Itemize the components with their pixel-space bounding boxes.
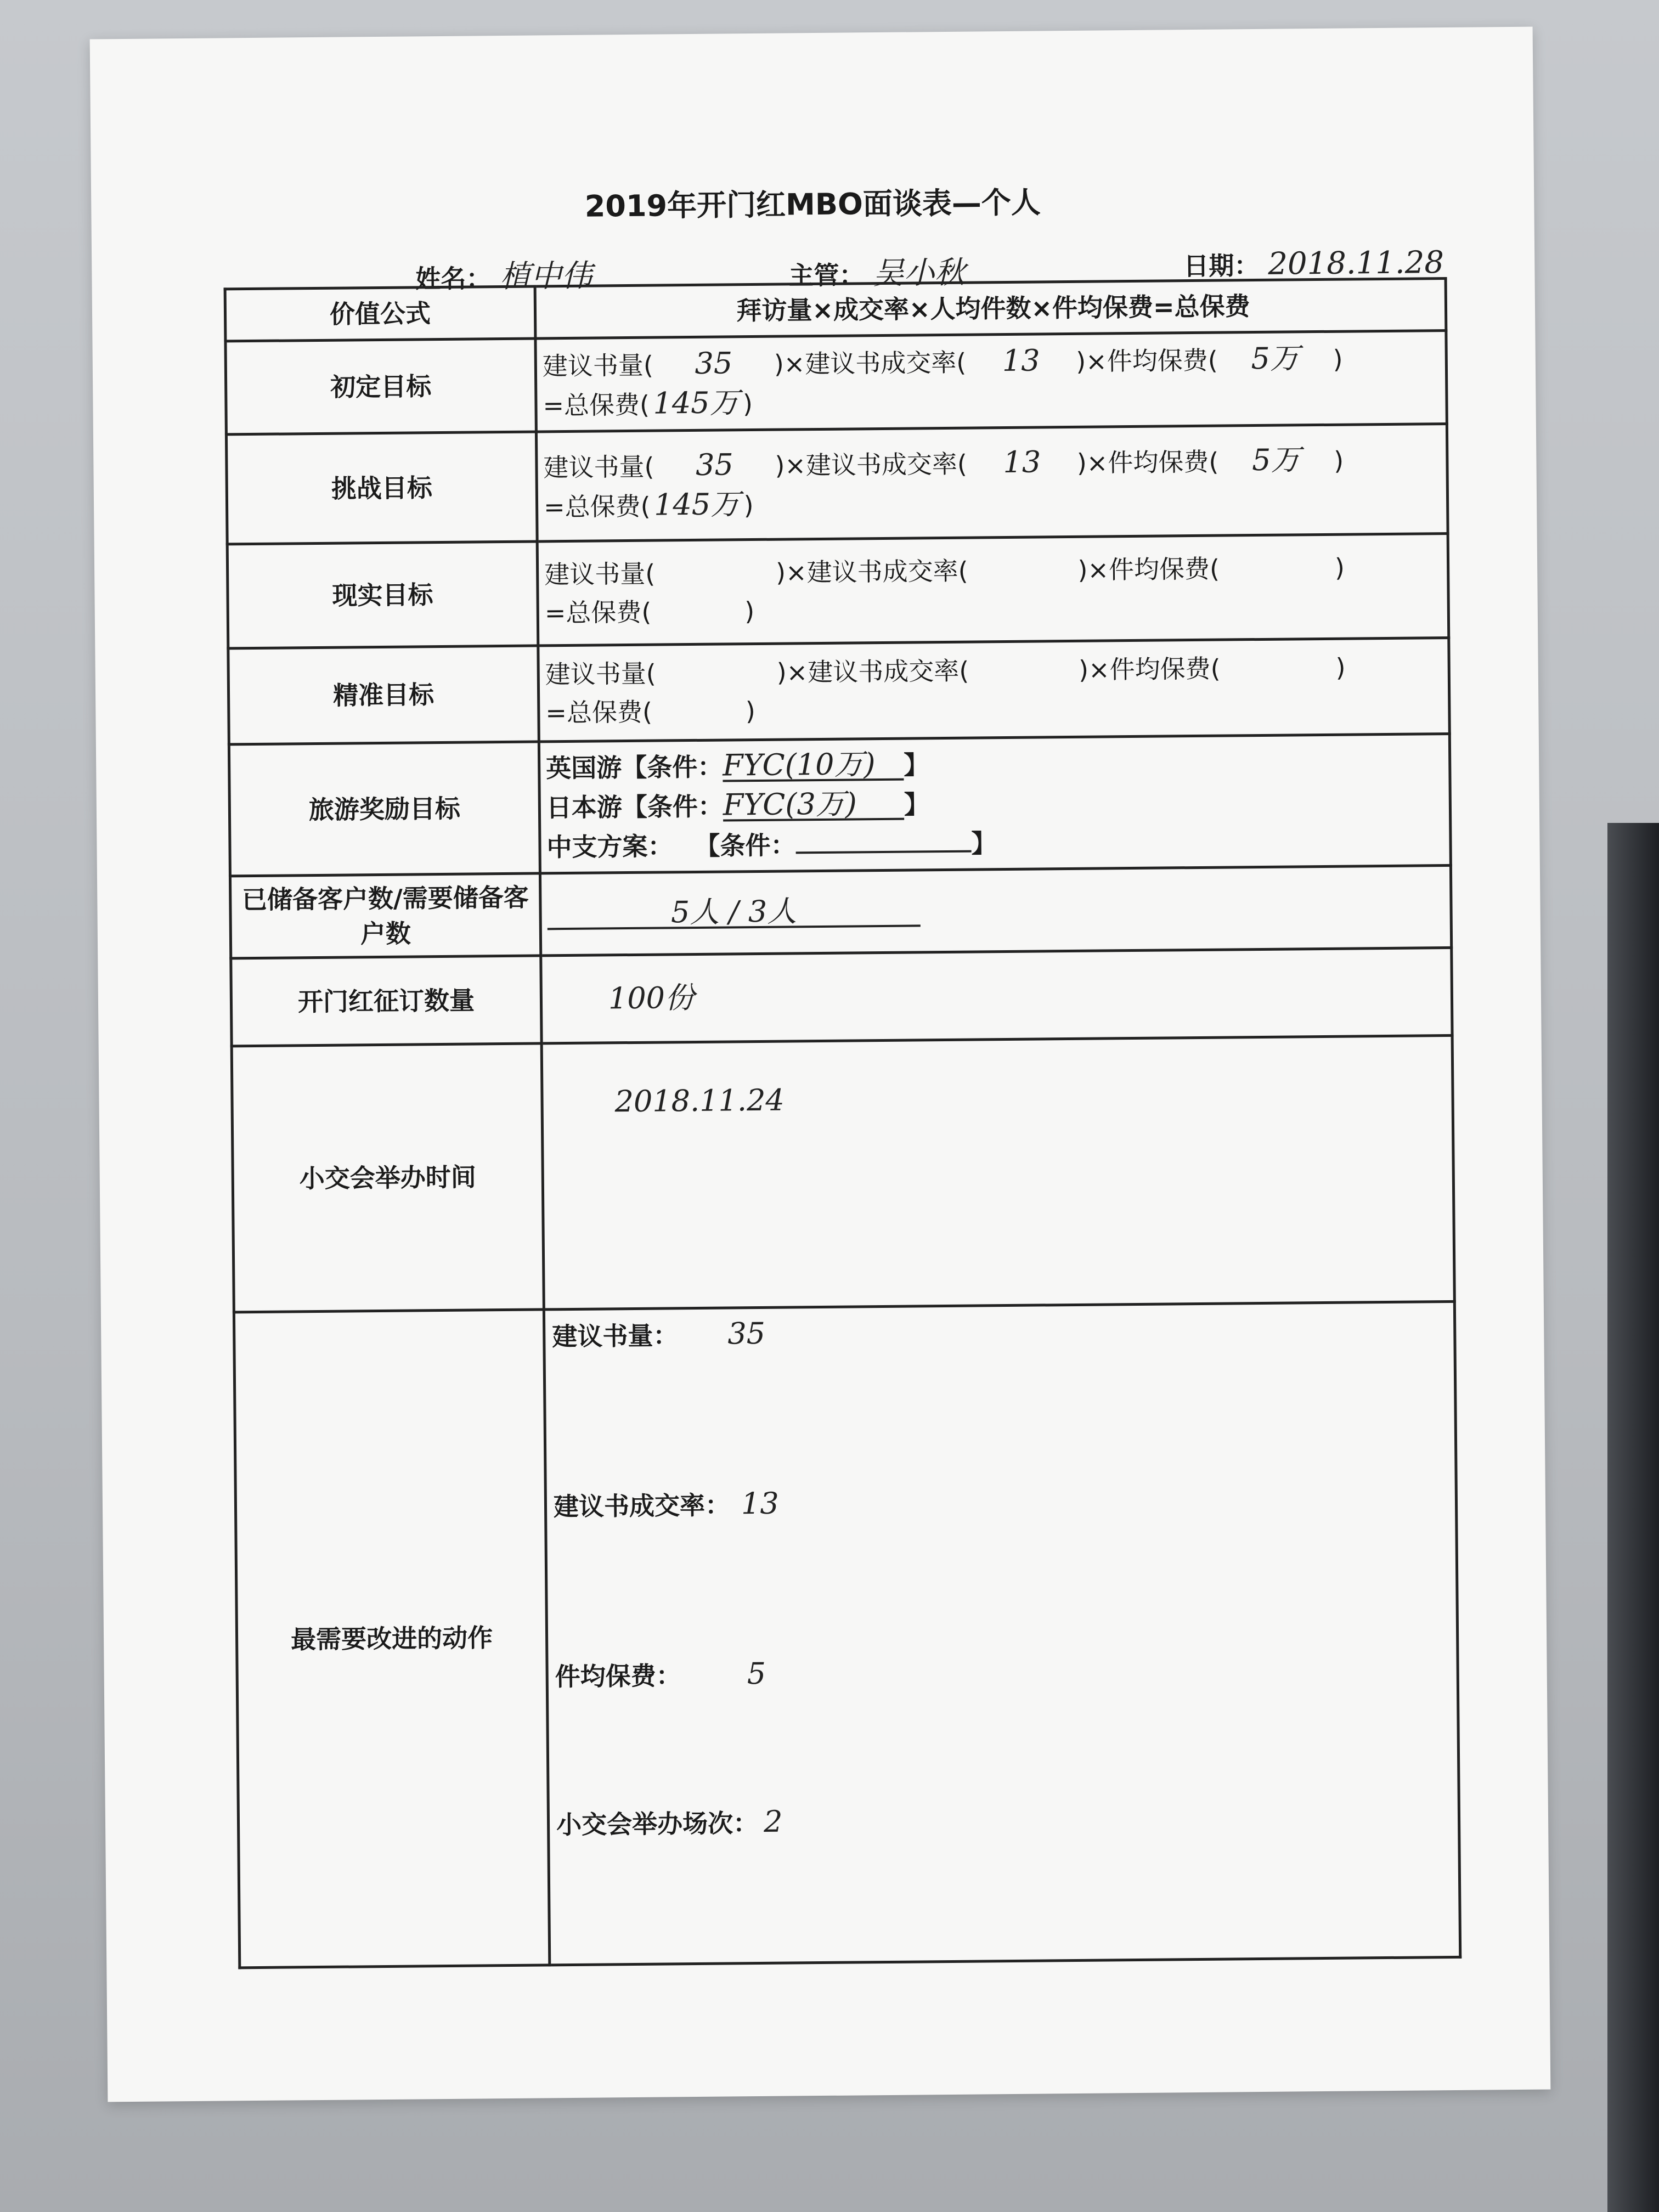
improve-proposal-count (552, 1314, 765, 1356)
improve-meeting-count-value: 2 (763, 1804, 783, 1839)
avg-premium-value: 5万 (1251, 340, 1300, 376)
client-reserve-content (540, 865, 1451, 955)
branch-plan-label: 中支方案： (546, 831, 673, 862)
client-reserve-value: 5人 / 3人 (547, 896, 920, 930)
supervisor-label: 主管： (788, 260, 865, 291)
order-count-content (541, 947, 1452, 1043)
date-value: 2018.11.28 (1268, 245, 1444, 282)
challenge-target-label: 挑战目标 (226, 432, 537, 544)
improve-proposal-rate (554, 1485, 779, 1526)
total-premium-label: =总保费( (544, 597, 652, 628)
meeting-time-content (541, 1035, 1454, 1309)
row-challenge-target (226, 424, 1448, 544)
row-improvement (234, 1301, 1460, 1967)
condition-label: 【条件： (695, 830, 796, 861)
avg-premium-label: )×件均保费( (1076, 447, 1219, 478)
improve-meeting-count-label: 小交会举办场次： (556, 1808, 759, 1840)
proposal-count-label: 建议书量( (543, 452, 654, 482)
close-paren: ) (1334, 552, 1345, 583)
row-order-count (231, 947, 1452, 1046)
initial-target-content (535, 330, 1447, 431)
proposal-rate-value: 13 (1002, 342, 1040, 378)
close-paren: ) (745, 696, 756, 726)
row-meeting-time (232, 1035, 1454, 1312)
proposal-count-value: 35 (695, 345, 733, 381)
close-paren: ) (1333, 344, 1343, 374)
close-paren: ) (1335, 652, 1346, 682)
close-paren: ) (743, 490, 754, 520)
client-reserve-label: 已储备客户数/需要储备客户数 (230, 873, 540, 958)
total-premium-value: 145万 (653, 385, 740, 421)
row-reality-target (227, 533, 1449, 648)
proposal-rate-label: )×建议书成交率( (774, 347, 967, 379)
challenge-target-content (536, 424, 1448, 541)
bracket-close: 】 (904, 749, 929, 780)
proposal-rate-label: )×建议书成交率( (775, 449, 968, 481)
mbo-form-table (224, 277, 1462, 1969)
dark-object-edge (1607, 823, 1659, 2212)
improve-proposal-count-label: 建议书量： (552, 1321, 679, 1352)
improve-avg-premium (555, 1655, 766, 1696)
improve-avg-premium-value: 5 (747, 1656, 766, 1691)
avg-premium-label: )×件均保费( (1075, 345, 1218, 376)
order-count-label: 开门红征订数量 (231, 956, 541, 1046)
formula-label: 价值公式 (225, 286, 535, 341)
row-client-reserve (230, 865, 1451, 958)
date-label: 日期： (1183, 250, 1260, 281)
paper-sheet (90, 27, 1551, 2102)
travel-reward-label: 旅游奖励目标 (229, 742, 540, 876)
improve-proposal-rate-label: 建议书成交率： (553, 1490, 731, 1522)
row-travel-reward (229, 733, 1451, 876)
name-label: 姓名： (415, 263, 492, 294)
total-premium-label: =总保费( (543, 390, 650, 420)
improve-proposal-count-value: 35 (727, 1316, 766, 1351)
precise-target-label: 精准目标 (228, 646, 539, 744)
row-initial-target (225, 330, 1447, 434)
proposal-count-value: 35 (695, 447, 734, 482)
improve-meeting-count (556, 1803, 783, 1844)
close-paren: ) (1334, 445, 1344, 476)
japan-trip-condition: FYC(3万) (723, 789, 904, 821)
total-premium-label: =总保费( (545, 697, 653, 728)
japan-trip-label: 日本游【条件： (546, 791, 724, 822)
reality-target-label: 现实目标 (227, 541, 538, 648)
improvement-label: 最需要改进的动作 (234, 1310, 549, 1968)
bracket-close: 】 (904, 789, 930, 820)
uk-trip-label: 英国游【条件： (546, 752, 723, 783)
formula-text: 拜访量×成交率×人均件数×件均保费=总保费 (535, 278, 1446, 338)
avg-premium-label: )×件均保费( (1077, 554, 1220, 585)
meeting-time-label: 小交会举办时间 (232, 1043, 544, 1312)
form-title: 2019年开门红MBO面谈表—个人 (584, 185, 1041, 224)
travel-reward-content (539, 733, 1451, 873)
order-count-value: 100份 (608, 980, 695, 1015)
branch-plan-blank (796, 850, 972, 854)
improve-avg-premium-label: 件均保费： (555, 1661, 681, 1692)
proposal-rate-value: 13 (1003, 444, 1041, 479)
total-premium-value: 145万 (653, 486, 741, 522)
total-premium-label: =总保费( (543, 491, 651, 522)
reality-target-content (537, 533, 1449, 645)
row-precise-target (228, 637, 1449, 744)
close-paren: ) (744, 596, 755, 626)
close-paren: ) (742, 388, 753, 419)
proposal-count-label: 建议书量( (542, 350, 654, 381)
proposal-rate-label: )×建议书成交率( (775, 556, 968, 588)
proposal-rate-label: )×建议书成交率( (776, 656, 969, 687)
improvement-content (544, 1301, 1460, 1965)
meeting-time-value: 2018.11.24 (614, 1082, 785, 1119)
avg-premium-label: )×件均保费( (1078, 653, 1221, 685)
improve-proposal-rate-value: 13 (741, 1486, 779, 1521)
name-value: 植中伟 (500, 258, 592, 295)
initial-target-label: 初定目标 (225, 338, 536, 435)
proposal-count-label: 建议书量( (544, 558, 656, 589)
bracket-close: 】 (971, 828, 997, 859)
uk-trip-condition: FYC(10万) (723, 749, 904, 782)
avg-premium-value: 5万 (1251, 442, 1301, 477)
precise-target-content (538, 637, 1449, 741)
proposal-count-label: 建议书量( (545, 658, 656, 690)
supervisor-value: 吴小秋 (873, 255, 966, 292)
